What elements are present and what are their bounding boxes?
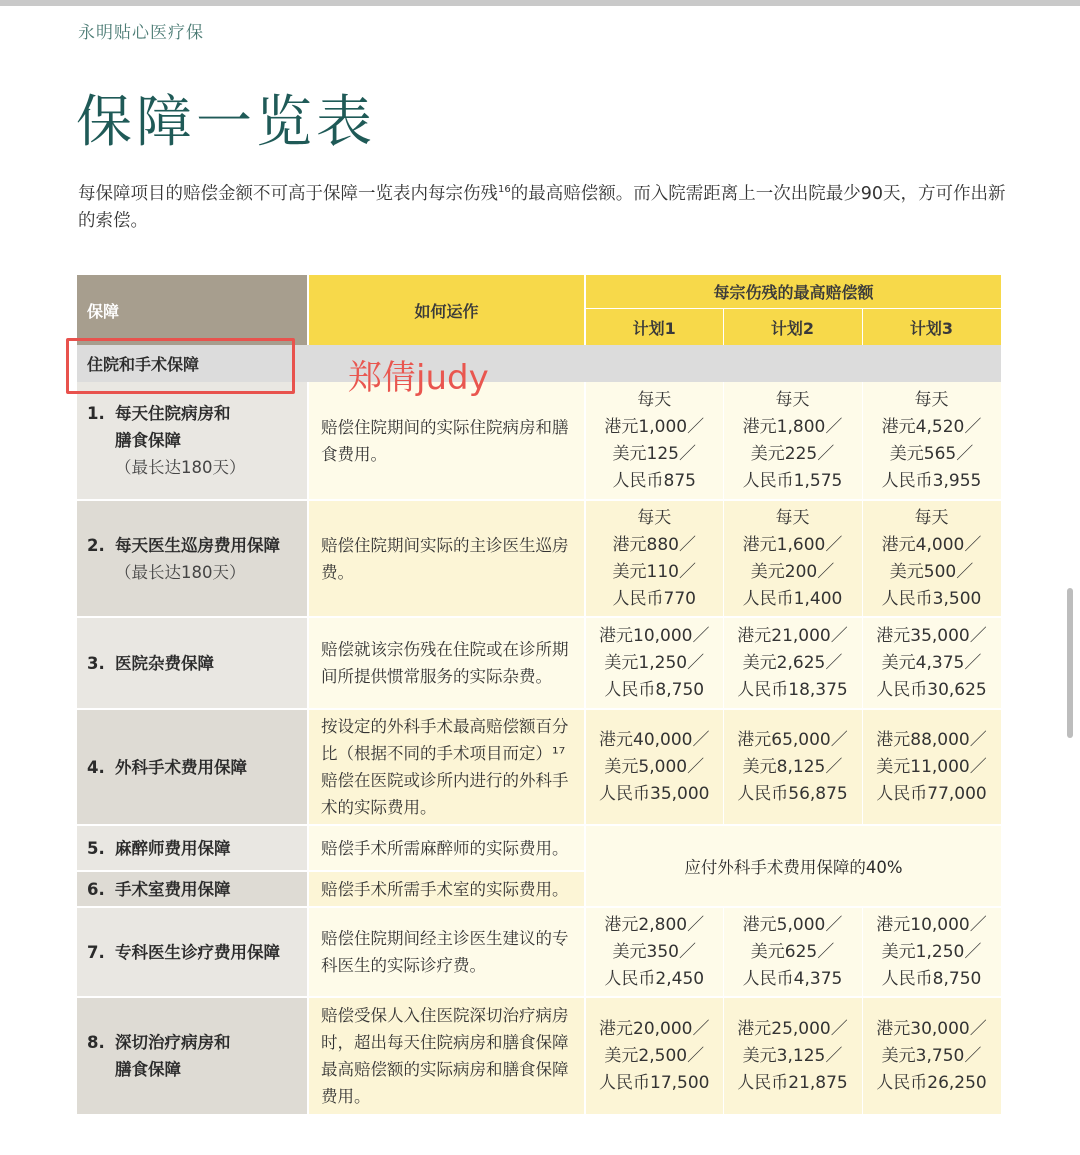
benefit-name-line: 每天住院病房和 xyxy=(115,404,231,423)
shared-amount-cell: 应付外科手术费用保障的40% xyxy=(585,825,1001,907)
amount-line: 人民币770 xyxy=(612,588,696,609)
benefit-name xyxy=(115,532,280,586)
amount-line: 人民币4,375 xyxy=(742,968,843,989)
amount-line: 美元200／ xyxy=(750,561,835,582)
plan-2-amount-cell xyxy=(723,500,862,617)
amount-line: 港元1,600／ xyxy=(742,534,843,555)
section-label: 住院和手术保障 xyxy=(77,345,308,382)
plan-1-amount-cell xyxy=(585,500,723,617)
plan-2-amount-cell xyxy=(723,997,862,1115)
benefit-number: 1. xyxy=(87,404,105,423)
table-row xyxy=(77,997,1001,1115)
benefit-number: 3. xyxy=(87,653,105,673)
plan-3-amount-cell xyxy=(862,382,1001,500)
amount-line: 美元1,250／ xyxy=(604,652,705,673)
amount-line: 人民币875 xyxy=(612,470,696,491)
amount-line: 美元2,500／ xyxy=(604,1045,705,1066)
amount-line: 港元1,800／ xyxy=(742,416,843,437)
intro-paragraph xyxy=(78,176,1008,235)
amount-line: 港元880／ xyxy=(612,534,696,555)
amount-line: 人民币35,000 xyxy=(599,783,710,804)
amount-line: 每天 xyxy=(637,507,672,528)
header-benefit: 保障 xyxy=(77,275,308,345)
benefit-name-cell xyxy=(77,709,308,825)
amount-line: 美元3,125／ xyxy=(742,1045,843,1066)
plan-1-amount-cell xyxy=(585,997,723,1115)
table-row xyxy=(77,825,1001,871)
amount-line: 每天 xyxy=(637,389,672,410)
plan-3-amount-cell xyxy=(862,709,1001,825)
amount-line: 港元20,000／ xyxy=(599,1018,710,1039)
amount-line: 人民币26,250 xyxy=(876,1072,987,1093)
amount-line: 人民币3,955 xyxy=(881,470,982,491)
plan-1-amount-cell xyxy=(585,907,723,997)
amount-line: 港元10,000／ xyxy=(599,625,710,646)
how-it-works-cell: 赔偿住院期间的实际住院病房和膳食费用。 xyxy=(308,382,585,500)
benefit-name-line: 外科手术费用保障 xyxy=(115,757,247,777)
amount-line: 港元35,000／ xyxy=(876,625,987,646)
plan-2-amount-cell xyxy=(723,617,862,709)
amount-line: 人民币21,875 xyxy=(737,1072,848,1093)
amount-line: 港元21,000／ xyxy=(737,625,848,646)
amount-line: 美元3,750／ xyxy=(881,1045,982,1066)
amount-line: 港元65,000／ xyxy=(737,729,848,750)
amount-line: 港元4,520／ xyxy=(881,416,982,437)
table-row xyxy=(77,617,1001,709)
benefit-number: 7. xyxy=(87,942,105,962)
amount-line: 美元625／ xyxy=(750,941,835,962)
how-it-works-cell: 赔偿就该宗伤残在住院或在诊所期间所提供惯常服务的实际杂费。 xyxy=(308,617,585,709)
benefit-duration-note: （最长达180天） xyxy=(115,458,246,477)
benefit-name-line: 医院杂费保障 xyxy=(115,653,214,673)
header-plan-3: 计划3 xyxy=(862,309,1001,346)
amount-line: 人民币1,400 xyxy=(742,588,843,609)
benefit-duration-note: （最长达180天） xyxy=(115,562,246,582)
benefit-number: 2. xyxy=(87,535,105,555)
benefit-name xyxy=(115,835,231,862)
amount-line: 人民币3,500 xyxy=(881,588,982,609)
amount-line: 港元4,000／ xyxy=(881,534,982,555)
benefit-name xyxy=(115,650,214,677)
amount-line: 美元110／ xyxy=(612,561,696,582)
scrollbar-thumb[interactable] xyxy=(1067,588,1073,738)
benefit-name xyxy=(115,754,247,781)
benefit-name-cell xyxy=(77,997,308,1115)
benefit-name-cell xyxy=(77,871,308,907)
amount-line: 美元225／ xyxy=(750,443,835,464)
header-max-benefit: 每宗伤残的最高赔偿额 xyxy=(585,275,1001,309)
benefit-name xyxy=(115,876,231,903)
header-plan-1: 计划1 xyxy=(585,309,723,346)
amount-line: 人民币56,875 xyxy=(737,783,848,804)
intro-text-2: 的最高赔偿额。而入院需距离上一次出院最少90天，方可作出新的索偿。 xyxy=(78,183,1006,231)
amount-line: 港元25,000／ xyxy=(737,1018,848,1039)
benefit-name-cell xyxy=(77,617,308,709)
amount-line: 每天 xyxy=(775,389,810,410)
amount-line: 美元8,125／ xyxy=(742,756,843,777)
amount-line: 美元5,000／ xyxy=(604,756,705,777)
plan-2-amount-cell xyxy=(723,382,862,500)
how-it-works-cell: 按设定的外科手术最高赔偿额百分比（根据不同的手术项目而定）¹⁷赔偿在医院或诊所内进行的外科手术的实际费用。 xyxy=(308,709,585,825)
table-row xyxy=(77,382,1001,500)
amount-line: 人民币77,000 xyxy=(876,783,987,804)
amount-line: 美元2,625／ xyxy=(742,652,843,673)
plan-2-amount-cell xyxy=(723,709,862,825)
benefits-table xyxy=(77,275,1002,1116)
amount-line: 美元4,375／ xyxy=(881,652,982,673)
amount-line: 美元350／ xyxy=(612,941,696,962)
table-row xyxy=(77,709,1001,825)
plan-2-amount-cell xyxy=(723,907,862,997)
top-edge-bar xyxy=(0,0,1080,6)
amount-line: 港元88,000／ xyxy=(876,729,987,750)
amount-line: 美元500／ xyxy=(889,561,974,582)
amount-line: 人民币1,575 xyxy=(742,470,843,491)
benefit-name-cell xyxy=(77,382,308,500)
how-it-works-cell: 赔偿手术所需麻醉师的实际费用。 xyxy=(308,825,585,871)
benefit-name-line: 专科医生诊疗费用保障 xyxy=(115,942,280,962)
how-it-works-cell: 赔偿受保人入住医院深切治疗病房时，超出每天住院病房和膳食保障最高赔偿额的实际病房和膳食保障费用。 xyxy=(308,997,585,1115)
amount-line: 港元5,000／ xyxy=(742,914,843,935)
amount-line: 每天 xyxy=(914,507,949,528)
amount-line: 美元1,250／ xyxy=(881,941,982,962)
table-row xyxy=(77,907,1001,997)
amount-line: 人民币8,750 xyxy=(881,968,982,989)
amount-line: 每天 xyxy=(914,389,949,410)
plan-1-amount-cell xyxy=(585,617,723,709)
amount-line: 港元30,000／ xyxy=(876,1018,987,1039)
header-plan-2: 计划2 xyxy=(723,309,862,346)
amount-line: 美元11,000／ xyxy=(876,756,987,777)
intro-text-1: 每保障项目的赔偿金额不可高于保障一览表内每宗伤残 xyxy=(78,183,498,204)
amount-line: 人民币17,500 xyxy=(599,1072,710,1093)
amount-line: 港元1,000／ xyxy=(604,416,705,437)
plan-3-amount-cell xyxy=(862,907,1001,997)
benefit-name-line: 手术室费用保障 xyxy=(115,879,231,899)
header-how: 如何运作 xyxy=(308,275,585,345)
how-it-works-cell: 赔偿住院期间实际的主诊医生巡房费。 xyxy=(308,500,585,617)
benefit-name xyxy=(115,400,246,481)
amount-line: 人民币2,450 xyxy=(604,968,705,989)
benefit-name-line: 每天医生巡房费用保障 xyxy=(115,535,280,555)
brand-label: 永明贴心医疗保 xyxy=(78,23,204,43)
amount-line: 美元565／ xyxy=(889,443,974,464)
benefit-name-line: 膳食保障 xyxy=(115,1060,181,1079)
plan-3-amount-cell xyxy=(862,617,1001,709)
watermark-text: 郑倩judy xyxy=(348,358,489,398)
benefit-name-cell xyxy=(77,907,308,997)
benefit-name-line: 膳食保障 xyxy=(115,431,181,450)
benefit-name-line: 麻醉师费用保障 xyxy=(115,838,231,858)
benefit-name-cell xyxy=(77,500,308,617)
amount-line: 港元10,000／ xyxy=(876,914,987,935)
amount-line: 港元40,000／ xyxy=(599,729,710,750)
benefit-name xyxy=(115,939,280,966)
benefit-number: 5. xyxy=(87,838,105,858)
benefit-name-line: 深切治疗病房和 xyxy=(115,1033,231,1052)
highlight-annotation-box xyxy=(66,338,295,394)
benefit-name-cell xyxy=(77,825,308,871)
amount-line: 美元125／ xyxy=(612,443,696,464)
how-it-works-cell: 赔偿手术所需手术室的实际费用。 xyxy=(308,871,585,907)
amount-line: 人民币18,375 xyxy=(737,679,848,700)
benefit-number: 4. xyxy=(87,757,105,777)
amount-line: 人民币8,750 xyxy=(604,679,705,700)
intro-footnote: 16 xyxy=(498,184,511,195)
plan-3-amount-cell xyxy=(862,500,1001,617)
benefit-number: 6. xyxy=(87,879,105,899)
page-title: 保障一览表 xyxy=(76,90,376,155)
benefit-number: 8. xyxy=(87,1033,105,1052)
plan-1-amount-cell xyxy=(585,382,723,500)
benefit-name xyxy=(115,1029,231,1083)
amount-line: 人民币30,625 xyxy=(876,679,987,700)
amount-line: 每天 xyxy=(775,507,810,528)
how-it-works-cell: 赔偿住院期间经主诊医生建议的专科医生的实际诊疗费。 xyxy=(308,907,585,997)
plan-3-amount-cell xyxy=(862,997,1001,1115)
amount-line: 港元2,800／ xyxy=(604,914,705,935)
plan-1-amount-cell xyxy=(585,709,723,825)
table-row xyxy=(77,500,1001,617)
